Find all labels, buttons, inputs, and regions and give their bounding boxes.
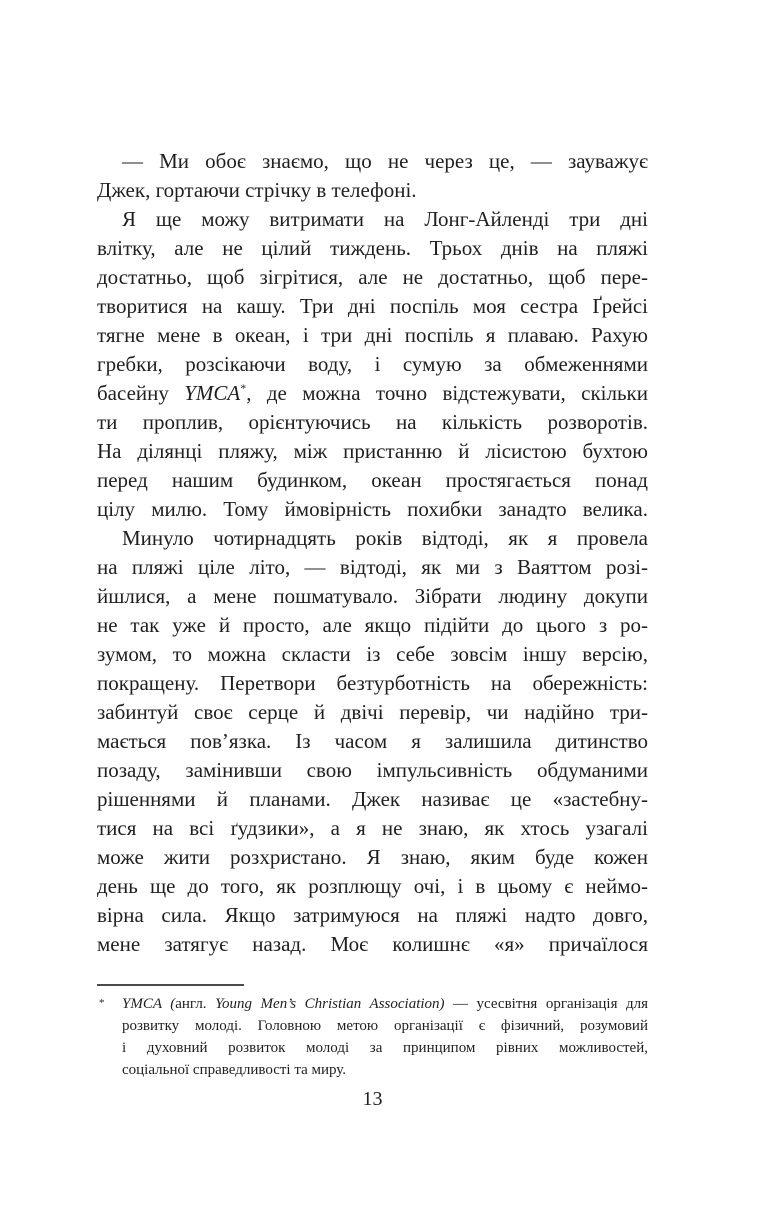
text-line: може жити розхристано. Я знаю, яким буде кожен bbox=[97, 845, 648, 869]
text-line: рішеннями й планами. Джек називає це «застебну- bbox=[97, 787, 648, 811]
text-line: творитися на кашу. Три дні поспіль моя сестра Ґрейсі bbox=[97, 294, 648, 318]
text-line: тягне мене в океан, і три дні поспіль я плаваю. Рахую bbox=[97, 323, 648, 347]
text-line: влітку, але не цілий тиждень. Трьох днів на пляжі bbox=[97, 236, 648, 260]
text-line: на пляжі ціле літо, — відтоді, як ми з Ваяттом розі- bbox=[97, 555, 648, 579]
text-line: достатньо, щоб зігрітися, але не достатньо, щоб пере- bbox=[97, 265, 648, 289]
text-line: Минуло чотирнадцять років відтоді, як я провела bbox=[122, 526, 648, 550]
page-number: 13 bbox=[362, 1088, 383, 1110]
text-line: перед нашим будинком, океан простягається понад bbox=[97, 468, 648, 492]
footnote-ref-asterisk: * bbox=[240, 381, 247, 395]
footnote-italic: YMCA ( bbox=[122, 996, 176, 1012]
text-line: цілу милю. Тому ймовірність похибки занадто велика. bbox=[97, 497, 648, 521]
footnote-marker-asterisk: * bbox=[99, 997, 105, 1009]
footnote-segment: англ. bbox=[175, 996, 216, 1012]
text-segment: , де можна точно відстежувати, скільки bbox=[246, 381, 648, 405]
text-line: зумом, то можна скласти із себе зовсім іншу версію, bbox=[97, 642, 648, 666]
text-line: забинтуй своє серце й двічі перевір, чи надійно три- bbox=[97, 700, 648, 724]
footnote-line: розвитку молоді. Головною метою організації є фізичний, розумовий bbox=[122, 1018, 648, 1034]
text-line: На ділянці пляжу, між пристанню й лісистою бухтою bbox=[97, 439, 648, 463]
text-line: мається пов’язка. Із часом я залишила дитинство bbox=[97, 729, 648, 753]
text-line: Джек, гортаючи стрічку в телефоні. bbox=[97, 178, 417, 202]
text-line: тися на всі ґудзики», а я не знаю, як хтось узагалі bbox=[97, 816, 648, 840]
footnote-line: соціальної справедливості та миру. bbox=[122, 1062, 347, 1078]
text-line: йшлися, а мене пошматувало. Зібрати людину докупи bbox=[97, 584, 648, 608]
text-line: не так уже й просто, але якщо підійти до цього з ро- bbox=[97, 613, 648, 637]
footnote-italic: Young Men’s Christian Association) bbox=[215, 996, 445, 1012]
text-line: гребки, розсікаючи воду, і сумую за обмеженнями bbox=[97, 352, 648, 376]
italic-abbreviation: YMCA bbox=[184, 381, 241, 405]
text-line: покращену. Перетвори безтурботність на обережність: bbox=[97, 671, 648, 695]
text-line: мене затягує назад. Моє колишнє «я» причаїлося bbox=[97, 932, 648, 956]
footnote-body bbox=[97, 993, 648, 1081]
text-segment: басейну bbox=[97, 381, 185, 405]
footnote bbox=[97, 984, 648, 1081]
footnote-line bbox=[122, 993, 648, 1015]
text-line: позаду, замінивши свою імпульсивність обдуманими bbox=[97, 758, 648, 782]
text-line: — Ми обоє знаємо, що не через це, — зауважує bbox=[122, 149, 648, 173]
main-text bbox=[97, 147, 648, 959]
text-line: ти проплив, орієнтуючись на кількість розворотів. bbox=[97, 410, 648, 434]
footnote-segment: — усесвітня організація для bbox=[444, 996, 648, 1012]
text-line: вірна сила. Якщо затримуюся на пляжі надто довго, bbox=[97, 903, 648, 927]
text-line: Я ще можу витримати на Лонг-Айленді три дні bbox=[122, 207, 648, 231]
text-line-with-footnote-ref bbox=[97, 379, 648, 408]
footnote-line: і духовний розвиток молоді за принципом рівних можливостей, bbox=[122, 1040, 648, 1056]
footnote-separator bbox=[97, 984, 244, 986]
text-line: день ще до того, як розплющу очі, і в цьому є неймо- bbox=[97, 874, 648, 898]
